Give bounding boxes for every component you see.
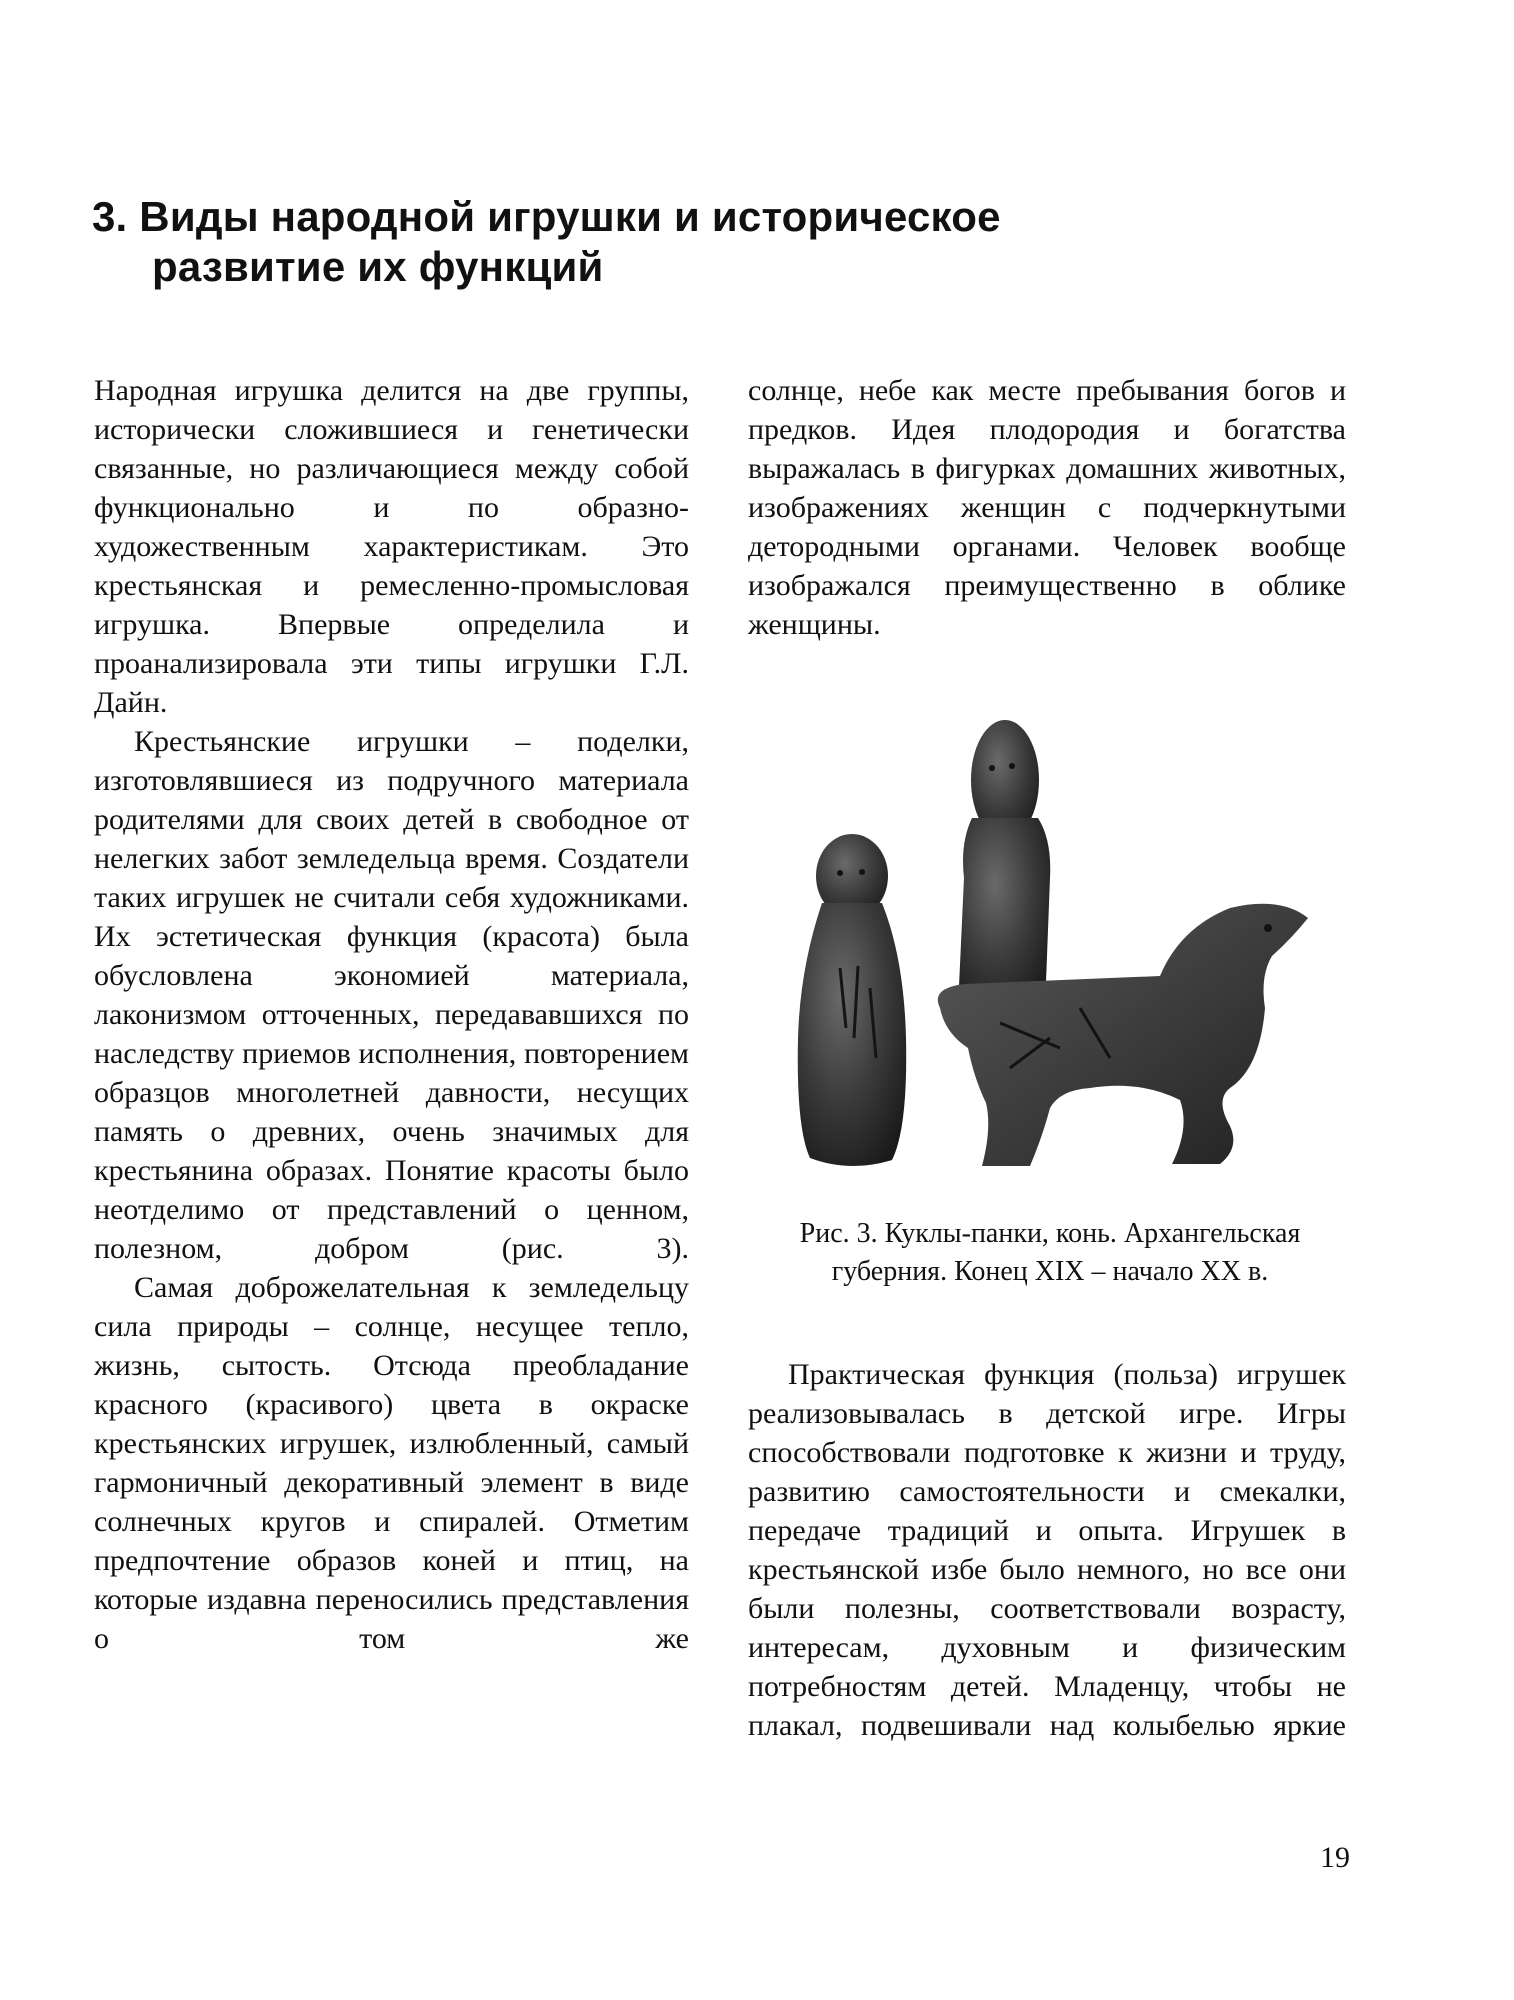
tall-doll-figure [958, 720, 1050, 1008]
caption-line-1: Рис. 3. Куклы-панки, конь. Архангельская [799, 1218, 1301, 1249]
caption-line-2: губерния. Конец XIX – начало XX в. [831, 1256, 1269, 1287]
heading-line-2: развитие их функций [152, 243, 604, 290]
paragraph-1: Народная игрушка делится на две группы, исторически сложившиеся и генетически связанные, но различающиеся между собой функционально и по образно-художественным характеристикам. Это крестьянская и ремесленно-промысловая игрушка. Впервые определила и проанализировала эти типы игрушки Г.Л. Дайн. [94, 374, 689, 719]
paragraph-5: Практическая функция (польза) игрушек реализовывалась в детской игре. Игры способствовали подготовке к жизни и труду, развитию самостоятельности и смекалки, передаче традиций и опыта. Игрушек в крестьянской избе было немного, но все они были полезны, соответствовали возрасту, интересам, духовным и физическим потребностям детей. Младенцу, чтобы не плакал, подвешивали над колыбелью яркие [748, 1358, 1346, 1742]
section-heading [92, 192, 1192, 292]
dolls-and-horse-illustration [760, 708, 1340, 1188]
left-text-column [94, 371, 689, 1658]
small-doll-figure [798, 834, 906, 1166]
page-number: 19 [1320, 1841, 1350, 1874]
figure-caption [740, 1215, 1360, 1291]
paragraph-2: Крестьянские игрушки – поделки, изготовлявшиеся из подручного материала родителями для своих детей в свободное от нелегких забот земледельца время. Создатели таких игрушек не считали себя художниками. Их эстетическая функция (красота) была обусловлена экономией материала, лаконизмом отточенных, передававшихся по наследству приемов исполнения, повторением образцов многолетней давности, несущих память о древних, очень значимых для крестьянина образах. Понятие красоты было неотделимо от представлений о ценном, полезном, добром (рис. 3). [94, 725, 689, 1265]
heading-line-1: 3. Виды народной игрушки и историческое [92, 193, 1001, 240]
right-text-column-bottom [748, 1355, 1346, 1745]
right-text-column-top [748, 371, 1346, 644]
paragraph-4: солнце, небе как месте пребывания богов и предков. Идея плодородия и богатства выражалась в фигурках домашних животных, изображениях женщин с подчеркнутыми детородными органами. Человек вообще изображался преимущественно в облике женщины. [748, 374, 1346, 641]
figure-3-photo [760, 708, 1340, 1188]
paragraph-3: Самая доброжелательная к земледельцу сила природы – солнце, несущее тепло, жизнь, сытость. Отсюда преобладание красного (красивого) цвета в окраске крестьянских игрушек, излюбленный, самый гармоничный декоративный элемент в виде солнечных кругов и спиралей. Отметим предпочтение образов коней и птиц, на которые издавна переносились представления о том же [94, 1271, 689, 1655]
